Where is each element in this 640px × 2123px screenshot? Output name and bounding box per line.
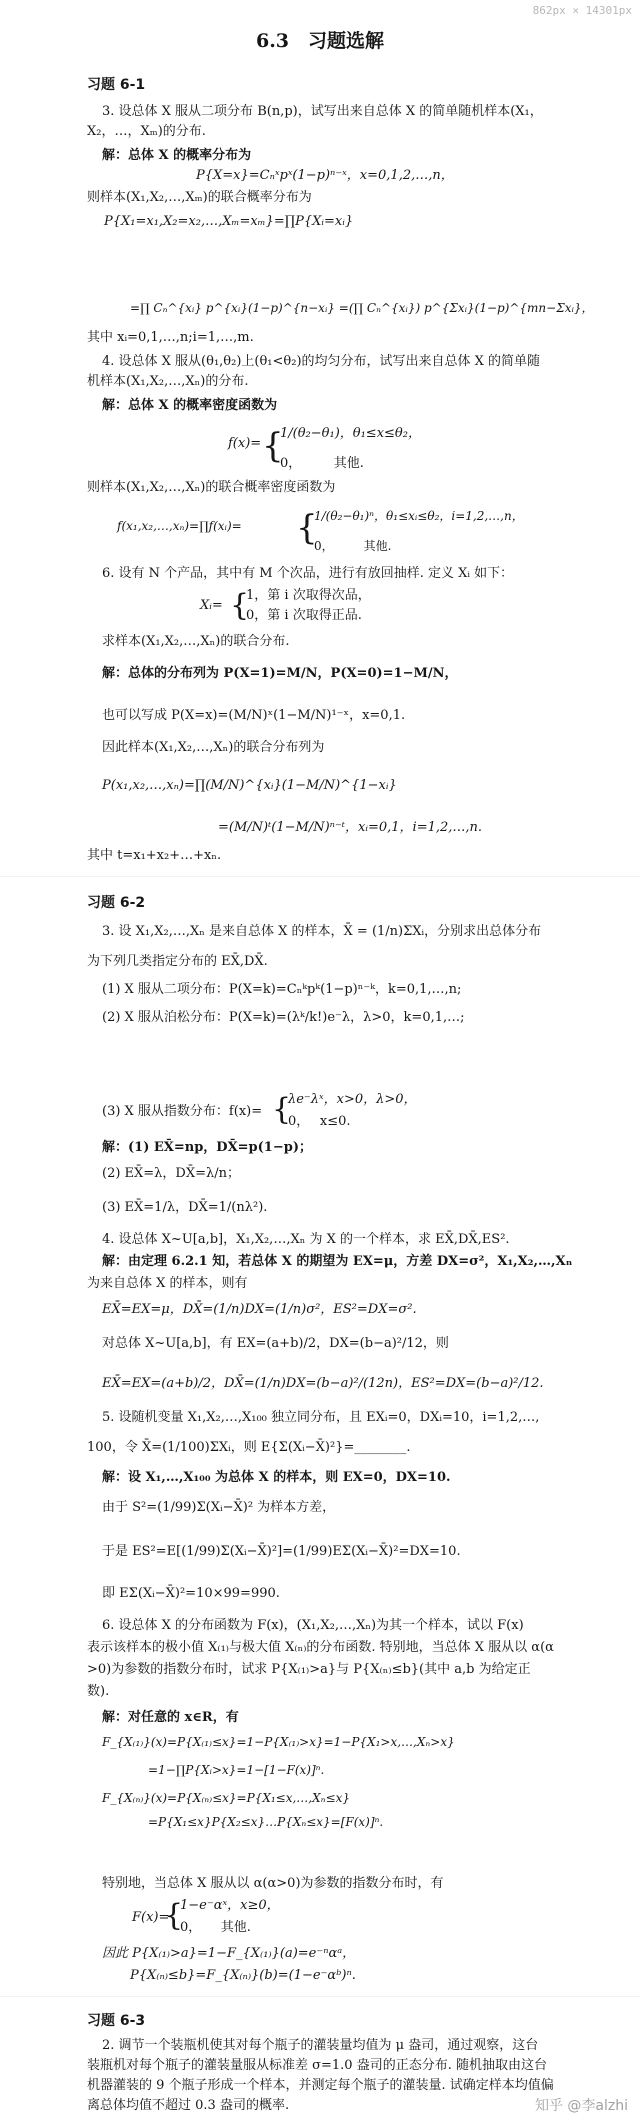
brace-icon: { <box>262 426 284 466</box>
formula-binomial: P{X=x}=Cₙˣpˣ(1−p)ⁿ⁻ˣ，x=0,1,2,…,n， <box>196 168 454 183</box>
solution-exponential: (3) EX̄=1/λ，DX̄=1/(nλ²). <box>102 1200 268 1215</box>
formula-max-cdf-2: =P{X₁≤x}P{X₂≤x}…P{Xₙ≤x}=[F(x)]ⁿ. <box>148 1815 384 1829</box>
text-hence: 因此样本(X₁,X₂,…,Xₙ)的联合分布列为 <box>102 740 325 755</box>
page-title: 6.3 习题选解 <box>255 30 385 52</box>
problem-6-text-3: >0)为参数的指数分布时，试求 P{X₍₁₎>a}与 P{X₍ₙ₎≤b}(其中 a,b 为给定正 <box>87 1662 531 1677</box>
brace-icon: { <box>296 508 318 548</box>
formula-min-cdf-2: =1−∏P{Xᵢ>x}=1−[1−F(x)]ⁿ. <box>148 1763 325 1777</box>
exp-cdf-label: F(x)= <box>132 1910 170 1925</box>
result-min: 因此 P{X₍₁₎>a}=1−F_{X₍₁₎}(a)=e⁻ⁿαᵃ， <box>102 1946 356 1961</box>
result-5c: 即 EΣ(Xᵢ−X̄)²=10×99=990. <box>102 1586 280 1601</box>
problem-4-text: 4. 设总体 X 服从(θ₁,θ₂)上(θ₁<θ₂)的均匀分布，试写出来自总体 X 的简单随 <box>102 354 541 369</box>
divider <box>0 876 640 877</box>
solution-4-text-cont: 为来自总体 X 的样本，则有 <box>87 1276 248 1291</box>
solution-6-text: 解：总体的分布列为 P(X=1)=M/N，P(X=0)=1−M/N， <box>102 666 458 681</box>
solution-5-text: 解：设 X₁,…,X₁₀₀ 为总体 X 的样本，则 EX=0，DX=10. <box>102 1470 451 1485</box>
exp-cdf-case-2: 0， 其他. <box>180 1920 251 1935</box>
watermark: 知乎 @李alzhi <box>534 2098 628 2114</box>
result-general: EX̄=EX=μ，DX̄=(1/n)DX=(1/n)σ²，ES²=DX=σ². <box>102 1302 417 1317</box>
problem-3-text: 3. 设 X₁,X₂,…,Xₙ 是来自总体 X 的样本，X̄ = (1/n)ΣXᵢ，分别求出总体分布 <box>102 924 542 939</box>
problem-6-ask: 求样本(X₁,X₂,…,Xₙ)的联合分布. <box>102 634 290 649</box>
pdf-label: f(x)= <box>228 436 262 451</box>
brace-icon: { <box>164 1898 184 1933</box>
solution-binomial: 解：(1) EX̄=np，DX̄=p(1−p)； <box>102 1140 312 1155</box>
problem-6-text: 6. 设总体 X 的分布函数为 F(x)，(X₁,X₂,…,Xₙ)为其一个样本，试以 F(x) <box>102 1618 524 1633</box>
problem-2-text-4: 离总体均值不超过 0.3 盎司的概率. <box>87 2098 290 2113</box>
exp-case-2: 0， x≤0. <box>288 1114 351 1129</box>
result-uniform: EX̄=EX=(a+b)/2，DX̄=(1/n)DX=(b−a)²/(12n)，ES²=DX=(b−a)²/12. <box>102 1376 544 1391</box>
problem-5-text-cont: 100，令 X̄=(1/100)ΣXᵢ，则 E{Σ(Xᵢ−X̄)²}=________. <box>87 1440 411 1455</box>
text-t-def: 其中 t=x₁+x₂+…+xₙ. <box>87 848 222 863</box>
formula-joint-expanded: =∏ Cₙ^{xᵢ} p^{xᵢ}(1−p)^{n−xᵢ} =(∏ Cₙ^{xᵢ}) p^{Σxᵢ}(1−p)^{mn−Σxᵢ}， <box>130 301 594 315</box>
dimension-label: 862px × 14301px <box>532 4 632 17</box>
text-where: 其中 xᵢ=0,1,…,n;i=1,…,m. <box>87 330 254 345</box>
xi-case-2: 0，第 i 次取得正品. <box>246 608 362 623</box>
problem-2-text-2: 装瓶机对每个瓶子的灌装量服从标准差 σ=1.0 盎司的正态分布. 随机抽取由这台 <box>87 2058 547 2073</box>
formula-joint-dist-2: =(M/N)ᵗ(1−M/N)ⁿ⁻ᵗ，xᵢ=0,1，i=1,2,…,n. <box>218 820 483 835</box>
problem-6-text: 6. 设有 N 个产品，其中有 M 个次品，进行有放回抽样. 定义 Xᵢ 如下： <box>102 566 514 581</box>
text-special-case: 特别地，当总体 X 服从以 α(α>0)为参数的指数分布时，有 <box>102 1876 444 1891</box>
problem-6-text-2: 表示该样本的极小值 X₍₁₎与极大值 X₍ₙ₎的分布函数. 特别地，当总体 X 服从以 α(α <box>87 1640 554 1655</box>
joint-pdf-label: f(x₁,x₂,…,xₙ)=∏f(xᵢ)= <box>117 519 242 533</box>
result-max: P{X₍ₙ₎≤b}=F_{X₍ₙ₎}(b)=(1−e⁻αᵇ)ⁿ. <box>130 1968 356 1983</box>
problem-4-text-cont: 机样本(X₁,X₂,…,Xₙ)的分布. <box>87 374 249 389</box>
xi-label: Xᵢ= <box>200 598 223 613</box>
problem-3-text-cont: 为下列几类指定分布的 EX̄,DX̄. <box>87 954 268 969</box>
joint-pdf-case-1: 1/(θ₂−θ₁)ⁿ，θ₁≤xᵢ≤θ₂，i=1,2,…,n， <box>314 509 524 523</box>
section-heading-6-3: 习题 6-3 <box>87 2013 146 2029</box>
problem-3-text-cont: X₂，…，Xₘ)的分布. <box>87 124 206 139</box>
text-joint-intro: 则样本(X₁,X₂,…,Xₘ)的联合概率分布为 <box>87 190 312 205</box>
case-binomial: (1) X 服从二项分布：P(X=k)=Cₙᵏpᵏ(1−p)ⁿ⁻ᵏ，k=0,1,…,n; <box>102 982 462 997</box>
solution-4-text: 解：由定理 6.2.1 知，若总体 X 的期望为 EX=μ，方差 DX=σ²，X₁,X₂,…,Xₙ <box>102 1254 573 1269</box>
problem-4-text: 4. 设总体 X~U[a,b]，X₁,X₂,…,Xₙ 为 X 的一个样本，求 EX̄,DX̄,ES². <box>102 1232 510 1247</box>
solution-label: 解：总体 X 的概率分布为 <box>102 148 252 163</box>
solution-poisson: (2) EX̄=λ，DX̄=λ/n； <box>102 1166 240 1181</box>
brace-icon: { <box>230 588 250 623</box>
text-joint-pdf-intro: 则样本(X₁,X₂,…,Xₙ)的联合概率密度函数为 <box>87 480 336 495</box>
problem-2-text-3: 机器灌装的 9 个瓶子形成一个样本，并测定每个瓶子的灌装量. 试确定样本均值偏 <box>87 2078 554 2093</box>
result-5a: 由于 S²=(1/99)Σ(Xᵢ−X̄)² 为样本方差， <box>102 1500 336 1515</box>
formula-min-cdf: F_{X₍₁₎}(x)=P{X₍₁₎≤x}=1−P{X₍₁₎>x}=1−P{X₁>x,…,Xₙ>x} <box>102 1735 455 1749</box>
problem-6-text-4: 数). <box>87 1684 110 1699</box>
case-poisson: (2) X 服从泊松分布：P(X=k)=(λᵏ/k!)e⁻λ，λ>0，k=0,1,…; <box>102 1010 465 1025</box>
formula-max-cdf: F_{X₍ₙ₎}(x)=P{X₍ₙ₎≤x}=P{X₁≤x,…,Xₙ≤x} <box>102 1791 350 1805</box>
brace-icon: { <box>272 1092 292 1127</box>
pdf-case-2: 0， 其他. <box>280 456 364 471</box>
result-5b: 于是 ES²=E[(1/99)Σ(Xᵢ−X̄)²]=(1/99)EΣ(Xᵢ−X̄)²=DX=10. <box>102 1544 461 1559</box>
exp-cdf-case-1: 1−e⁻αˣ，x≥0， <box>180 1898 280 1913</box>
solution-4-label: 解：总体 X 的概率密度函数为 <box>102 398 278 413</box>
formula-joint: P{X₁=x₁,X₂=x₂,…,Xₘ=xₘ}=∏P{Xᵢ=xᵢ} <box>104 214 354 229</box>
text-also: 也可以写成 P(X=x)=(M/N)ˣ(1−M/N)¹⁻ˣ，x=0,1. <box>102 708 406 723</box>
xi-case-1: 1，第 i 次取得次品， <box>246 588 371 603</box>
exp-case-1: λe⁻λˣ，x>0，λ>0， <box>288 1092 417 1107</box>
section-heading-6-1: 习题 6-1 <box>87 77 146 93</box>
section-heading-6-2: 习题 6-2 <box>87 895 146 911</box>
case-exponential: (3) X 服从指数分布：f(x)= <box>102 1104 263 1119</box>
joint-pdf-case-2: 0， 其他. <box>314 539 392 553</box>
problem-2-text: 2. 调节一个装瓶机使其对每个瓶子的灌装量均值为 μ 盎司，通过观察，这台 <box>102 2038 539 2053</box>
problem-3-text: 3. 设总体 X 服从二项分布 B(n,p)，试写出来自总体 X 的简单随机样本(X₁， <box>102 104 543 119</box>
formula-joint-dist: P(x₁,x₂,…,xₙ)=∏(M/N)^{xᵢ}(1−M/N)^{1−xᵢ} <box>102 778 397 793</box>
problem-5-text: 5. 设随机变量 X₁,X₂,…,X₁₀₀ 独立同分布，且 EXᵢ=0，DXᵢ=10，i=1,2,…, <box>102 1410 540 1425</box>
divider <box>0 1996 640 1997</box>
solution-6-text: 解：对任意的 x∈R，有 <box>102 1710 239 1725</box>
result-uniform-moments: 对总体 X~U[a,b]，有 EX=(a+b)/2，DX=(b−a)²/12，则 <box>102 1336 449 1351</box>
pdf-case-1: 1/(θ₂−θ₁)，θ₁≤x≤θ₂， <box>280 426 421 441</box>
